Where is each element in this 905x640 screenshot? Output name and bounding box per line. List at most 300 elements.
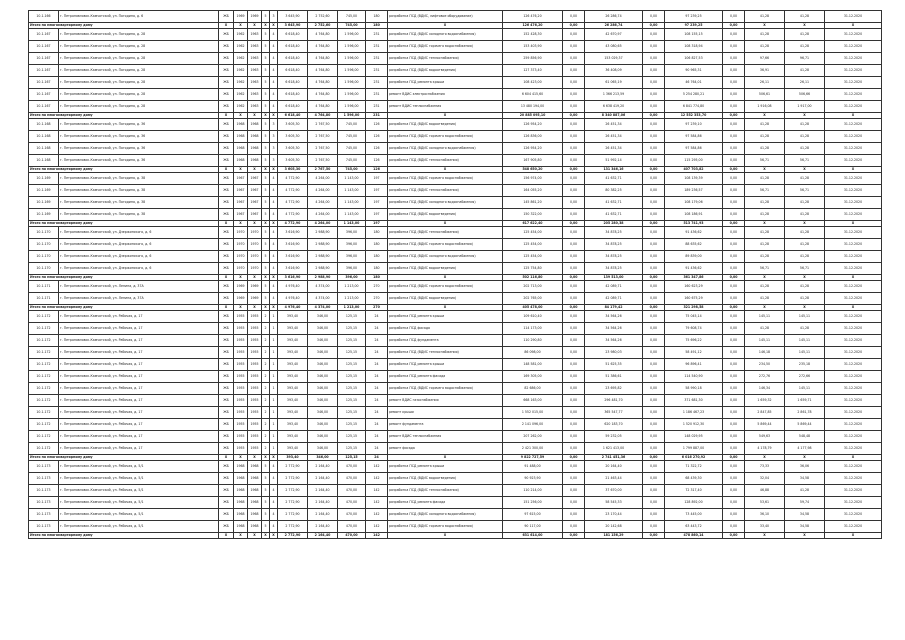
cell-z1: 0,00 xyxy=(643,305,665,311)
cell-v2: 41,28 xyxy=(785,29,825,41)
cell-z2: 0,00 xyxy=(723,311,745,323)
cell-fl: X xyxy=(262,305,270,311)
cell-a1: 3 616,90 xyxy=(278,251,308,263)
cell-p: 142 xyxy=(366,533,388,539)
cell-z2: 0,00 xyxy=(723,419,745,431)
cell-a3: 1 213,00 xyxy=(338,293,366,305)
cell-z2: 0,00 xyxy=(723,143,745,155)
cell-y2: 1955 xyxy=(248,383,262,395)
cell-fl: 2 xyxy=(262,419,270,431)
cell-v1: 41,28 xyxy=(745,173,785,185)
cell-v2: 41,28 xyxy=(785,11,825,23)
cell-z1: 0,00 xyxy=(643,173,665,185)
cell-cost: 91 488,00 xyxy=(503,461,563,473)
cell-en: 4 xyxy=(270,293,278,305)
cell-p: 126 xyxy=(366,155,388,167)
cell-addr: г. Петропавловск-Камчатский, ул. Погодина, д. 36 xyxy=(59,131,219,143)
cell-addr: г. Петропавловск-Камчатский, ул. Рабочая, д. 5/1 xyxy=(59,509,219,521)
cell-addr: г. Петропавловск-Камчатский, ул. Рабочая, д. 17 xyxy=(59,419,219,431)
cell-en: 4 xyxy=(270,65,278,77)
table-row xyxy=(29,197,882,209)
cell-a2: 4 264,00 xyxy=(308,197,338,209)
cell-z2: 0,00 xyxy=(723,209,745,221)
cell-p: 180 xyxy=(366,23,388,29)
cell-p: 180 xyxy=(366,239,388,251)
cell-s1: 8 340 887,06 xyxy=(585,113,643,119)
cell-a2: 2 767,50 xyxy=(308,143,338,155)
cell-work: X xyxy=(388,221,503,227)
total-label: Итого по многоквартирному дому xyxy=(29,113,219,119)
cell-a2: 4 264,00 xyxy=(308,209,338,221)
cell-en: 1 xyxy=(270,347,278,359)
cell-addr: г. Петропавловск-Камчатский, ул. Рабочая, д. 17 xyxy=(59,323,219,335)
cell-wall: ЖБ xyxy=(219,65,234,77)
cell-s2: 361 347,86 xyxy=(665,275,723,281)
cell-cost: 125 454,00 xyxy=(503,251,563,263)
cell-v2: X xyxy=(785,113,825,119)
cell-s1: 2 741 451,36 xyxy=(585,455,643,461)
cell-en: 1 xyxy=(270,431,278,443)
cell-id: 10.1.167 xyxy=(29,41,59,53)
table-row xyxy=(29,293,882,305)
cell-z2: 0,00 xyxy=(723,23,745,29)
cell-v2: X xyxy=(785,221,825,227)
cell-date: 31.12.2020 xyxy=(825,155,882,167)
cell-a2: 4 264,00 xyxy=(308,173,338,185)
cell-s1: 42 089,71 xyxy=(585,293,643,305)
cell-z1: 0,00 xyxy=(643,65,665,77)
cell-id: 10.1.169 xyxy=(29,209,59,221)
cell-a1: 2 772,90 xyxy=(278,461,308,473)
cell-a3: 745,00 xyxy=(338,11,366,23)
cell-cost: 2 421 300,00 xyxy=(503,443,563,455)
cell-v2: 41,28 xyxy=(785,251,825,263)
cell-y1: 1968 xyxy=(234,461,248,473)
cell-z2: 0,00 xyxy=(723,221,745,227)
cell-z2: 0,00 xyxy=(723,11,745,23)
cell-y1: 1955 xyxy=(234,395,248,407)
cell-u: 0,00 xyxy=(563,275,585,281)
cell-date: 31.12.2020 xyxy=(825,281,882,293)
cell-z1: 0,00 xyxy=(643,509,665,521)
cell-s2: 96 896,41 xyxy=(665,359,723,371)
cell-date: 31.12.2020 xyxy=(825,197,882,209)
cell-a3: 125,15 xyxy=(338,395,366,407)
cell-u: 0,00 xyxy=(563,119,585,131)
cell-z2: 0,00 xyxy=(723,281,745,293)
cell-work: ремонт фасада xyxy=(388,443,503,455)
cell-v1: 97,66 xyxy=(745,53,785,65)
cell-date: X xyxy=(825,167,882,173)
cell-p: 24 xyxy=(366,431,388,443)
cell-v2: 59,74 xyxy=(785,497,825,509)
cell-y1: 1955 xyxy=(234,407,248,419)
cell-en: 4 xyxy=(270,89,278,101)
cell-z1: 0,00 xyxy=(643,119,665,131)
cell-v1: 145,11 xyxy=(745,311,785,323)
cell-a3: 470,00 xyxy=(338,509,366,521)
cell-v1: 46,88 xyxy=(745,485,785,497)
cell-p: 231 xyxy=(366,65,388,77)
cell-v1: 36,10 xyxy=(745,509,785,521)
cell-a3: 1 596,00 xyxy=(338,89,366,101)
cell-y2: 1968 xyxy=(248,497,262,509)
cell-y1: 1970 xyxy=(234,227,248,239)
cell-fl: 5 xyxy=(262,461,270,473)
cell-v1: X xyxy=(745,455,785,461)
cell-y2: X xyxy=(248,533,262,539)
cell-en: X xyxy=(270,23,278,29)
cell-v2: 41,28 xyxy=(785,323,825,335)
cell-id: 10.1.169 xyxy=(29,185,59,197)
cell-s1: 26 451,34 xyxy=(585,143,643,155)
cell-a3: 1 213,00 xyxy=(338,281,366,293)
cell-v1: 41,28 xyxy=(745,293,785,305)
cell-a3: 745,00 xyxy=(338,23,366,29)
cell-z2: 0,00 xyxy=(723,461,745,473)
cell-cost: 6 604 415,60 xyxy=(503,89,563,101)
cell-s1: 131 346,16 xyxy=(585,167,643,173)
cell-en: 4 xyxy=(270,497,278,509)
cell-wall: ЖБ xyxy=(219,53,234,65)
cell-date: 31.12.2020 xyxy=(825,239,882,251)
cell-p: 270 xyxy=(366,305,388,311)
cell-en: 4 xyxy=(270,239,278,251)
cell-y2: 1963 xyxy=(248,89,262,101)
cell-fl: 5 xyxy=(262,11,270,23)
cell-cost: 167 905,80 xyxy=(503,155,563,167)
cell-a1: 393,40 xyxy=(278,335,308,347)
cell-a2: 346,00 xyxy=(308,431,338,443)
table-row xyxy=(29,185,882,197)
cell-a3: 1 596,00 xyxy=(338,29,366,41)
cell-p: 126 xyxy=(366,131,388,143)
cell-a1: 3 605,30 xyxy=(278,119,308,131)
table-body xyxy=(29,11,882,539)
cell-v2: X xyxy=(785,23,825,29)
cell-addr: г. Петропавловск-Камчатский, ул. Рабочая, д. 17 xyxy=(59,383,219,395)
cell-p: 126 xyxy=(366,119,388,131)
cell-work: разработка ПСД (ВДИС теплоснабжения) xyxy=(388,485,503,497)
cell-v1: 272,76 xyxy=(745,371,785,383)
cell-work: разработка ПСД (ВДИС горячего водоснабжения) xyxy=(388,239,503,251)
cell-id: 10.1.173 xyxy=(29,461,59,473)
cell-en: 4 xyxy=(270,209,278,221)
cell-date: 31.12.2020 xyxy=(825,383,882,395)
cell-s2: 75 696,22 xyxy=(665,335,723,347)
cell-en: 4 xyxy=(270,77,278,89)
cell-u: 0,00 xyxy=(563,419,585,431)
cell-en: 4 xyxy=(270,101,278,113)
cell-v1: X xyxy=(745,167,785,173)
cell-s2: 114 540,90 xyxy=(665,371,723,383)
cell-wall: ЖБ xyxy=(219,11,234,23)
cell-z1: 0,00 xyxy=(643,407,665,419)
cell-cost: 548 650,20 xyxy=(503,167,563,173)
cell-z2: 0,00 xyxy=(723,239,745,251)
table-row xyxy=(29,281,882,293)
cell-a1: 2 772,90 xyxy=(278,533,308,539)
cell-a3: 1 143,00 xyxy=(338,209,366,221)
cell-date: 31.12.2020 xyxy=(825,77,882,89)
cell-work: ремонт ВДИС теплоснабжения xyxy=(388,101,503,113)
cell-y2: 1968 xyxy=(248,143,262,155)
cell-y1: 1962 xyxy=(234,65,248,77)
cell-y2: 1963 xyxy=(248,77,262,89)
cell-v1: X xyxy=(745,305,785,311)
cell-work: разработка ПСД (ВДИС горячего водоснабжения) xyxy=(388,521,503,533)
cell-work: разработка ПСД (ВДИС холодного водоснабжения) xyxy=(388,143,503,155)
cell-work: разработка ПСД (ВДИС водоотведения) xyxy=(388,209,503,221)
cell-u: 0,00 xyxy=(563,371,585,383)
cell-addr: г. Петропавловск-Камчатский, ул. Дзержинского, д. 6 xyxy=(59,239,219,251)
cell-y1: 1962 xyxy=(234,77,248,89)
cell-p: 142 xyxy=(366,485,388,497)
cell-s2: 108 155,15 xyxy=(665,29,723,41)
cell-y2: 1955 xyxy=(248,419,262,431)
cell-id: 10.1.173 xyxy=(29,497,59,509)
cell-id: 10.1.167 xyxy=(29,53,59,65)
cell-z1: 0,00 xyxy=(643,419,665,431)
cell-s2: 58 491,12 xyxy=(665,347,723,359)
cell-v1: 146,34 xyxy=(745,383,785,395)
cell-v1: 146,18 xyxy=(745,347,785,359)
cell-z1: 0,00 xyxy=(643,113,665,119)
cell-z2: 0,00 xyxy=(723,359,745,371)
cell-en: X xyxy=(270,221,278,227)
cell-a3: 125,15 xyxy=(338,419,366,431)
cell-a2: 346,00 xyxy=(308,311,338,323)
cell-work: разработка ПСД ремонта крыши xyxy=(388,77,503,89)
cell-y2: 1968 xyxy=(248,473,262,485)
table-row xyxy=(29,143,882,155)
cell-en: 4 xyxy=(270,197,278,209)
cell-en: 1 xyxy=(270,311,278,323)
cell-a1: 6 618,40 xyxy=(278,113,308,119)
cell-s1: 26 286,74 xyxy=(585,11,643,23)
cell-a1: 6 618,40 xyxy=(278,77,308,89)
cell-v2: 41,28 xyxy=(785,239,825,251)
cell-id: 10.1.167 xyxy=(29,89,59,101)
cell-en: 4 xyxy=(270,281,278,293)
cell-fl: 5 xyxy=(262,485,270,497)
cell-date: X xyxy=(825,275,882,281)
cell-u: 0,00 xyxy=(563,89,585,101)
cell-v1: 234,50 xyxy=(745,359,785,371)
cell-a1: 2 772,90 xyxy=(278,497,308,509)
cell-v2: 4 177,98 xyxy=(785,443,825,455)
cell-a3: 125,15 xyxy=(338,323,366,335)
cell-work: разработка ПСД ремонта крыши xyxy=(388,461,503,473)
cell-p: 231 xyxy=(366,53,388,65)
cell-a1: 4 976,40 xyxy=(278,305,308,311)
cell-cost: 90 923,90 xyxy=(503,473,563,485)
cell-s1: 43 080,65 xyxy=(585,41,643,53)
cell-v2: 41,28 xyxy=(785,173,825,185)
cell-z2: 0,00 xyxy=(723,173,745,185)
cell-a1: 393,40 xyxy=(278,311,308,323)
cell-u: 0,00 xyxy=(563,11,585,23)
cell-v1: 26,11 xyxy=(745,77,785,89)
cell-y1: 1970 xyxy=(234,251,248,263)
cell-p: 142 xyxy=(366,521,388,533)
cell-a3: 125,15 xyxy=(338,347,366,359)
cell-fl: 5 xyxy=(262,185,270,197)
cell-p: 24 xyxy=(366,371,388,383)
cell-en: 3 xyxy=(270,143,278,155)
cell-cost: 202 765,00 xyxy=(503,293,563,305)
cell-v2: 56,71 xyxy=(785,185,825,197)
cell-y1: X xyxy=(234,167,248,173)
cell-date: 31.12.2020 xyxy=(825,419,882,431)
cell-addr: г. Петропавловск-Камчатский, ул. Погодина, д. 38 xyxy=(59,197,219,209)
cell-id: 10.1.167 xyxy=(29,29,59,41)
cell-wall: ЖБ xyxy=(219,311,234,323)
cell-p: 231 xyxy=(366,77,388,89)
cell-cost: 109 610,40 xyxy=(503,311,563,323)
total-row xyxy=(29,533,882,539)
cell-date: 31.12.2020 xyxy=(825,227,882,239)
cell-v2: 1 917,00 xyxy=(785,101,825,113)
cell-v1: X xyxy=(745,533,785,539)
cell-id: 10.1.173 xyxy=(29,509,59,521)
cell-v1: 2 847,85 xyxy=(745,407,785,419)
cell-work: разработка ПСД (ВДИС холодного водоснабжения) xyxy=(388,509,503,521)
cell-fl: 5 xyxy=(262,281,270,293)
cell-a1: 4 976,40 xyxy=(278,281,308,293)
cell-z1: 0,00 xyxy=(643,497,665,509)
cell-u: 0,00 xyxy=(563,77,585,89)
cell-a1: 4 772,90 xyxy=(278,173,308,185)
cell-y2: 1967 xyxy=(248,209,262,221)
table-row xyxy=(29,131,882,143)
cell-a2: 346,00 xyxy=(308,443,338,455)
table-row xyxy=(29,29,882,41)
cell-fl: 2 xyxy=(262,383,270,395)
table-row xyxy=(29,359,882,371)
cell-addr: г. Петропавловск-Камчатский, ул. Дзержинского, д. 6 xyxy=(59,251,219,263)
cell-p: 24 xyxy=(366,383,388,395)
cell-a3: 745,00 xyxy=(338,167,366,173)
cell-y1: 1969 xyxy=(234,11,248,23)
cell-cost: 169 305,00 xyxy=(503,371,563,383)
cell-cost: 108 423,00 xyxy=(503,77,563,89)
cell-v2: X xyxy=(785,455,825,461)
cell-v2: 41,28 xyxy=(785,227,825,239)
cell-fl: 5 xyxy=(262,65,270,77)
cell-v1: X xyxy=(745,113,785,119)
cell-a2: 346,00 xyxy=(308,419,338,431)
cell-a1: 393,40 xyxy=(278,371,308,383)
total-label: Итого по многоквартирному дому xyxy=(29,305,219,311)
cell-u: 0,00 xyxy=(563,29,585,41)
cell-y2: 1955 xyxy=(248,323,262,335)
cell-v2: 548,48 xyxy=(785,431,825,443)
cell-s2: 91 436,62 xyxy=(665,227,723,239)
cell-cost: 9 822 727,59 xyxy=(503,455,563,461)
cell-u: 0,00 xyxy=(563,41,585,53)
cell-y2: 1969 xyxy=(248,281,262,293)
cell-wall: ЖБ xyxy=(219,521,234,533)
cell-z1: 0,00 xyxy=(643,77,665,89)
cell-a2: 4 764,80 xyxy=(308,65,338,77)
cell-s1: 34 878,25 xyxy=(585,251,643,263)
cell-date: 31.12.2020 xyxy=(825,497,882,509)
cell-u: 0,00 xyxy=(563,227,585,239)
cell-wall: ЖБ xyxy=(219,173,234,185)
cell-v1: 32,04 xyxy=(745,473,785,485)
cell-a2: 2 767,50 xyxy=(308,131,338,143)
cell-a2: 346,00 xyxy=(308,395,338,407)
cell-date: 31.12.2020 xyxy=(825,485,882,497)
cell-z2: 0,00 xyxy=(723,443,745,455)
cell-s1: 296 481,70 xyxy=(585,395,643,407)
cell-v2: 26,11 xyxy=(785,77,825,89)
cell-addr: г. Петропавловск-Камчатский, ул. Дзержинского, д. 6 xyxy=(59,263,219,275)
cell-z2: 0,00 xyxy=(723,197,745,209)
cell-y1: 1968 xyxy=(234,131,248,143)
cell-y2: 1967 xyxy=(248,197,262,209)
cell-fl: 5 xyxy=(262,509,270,521)
cell-u: 0,00 xyxy=(563,53,585,65)
cell-a1: 393,40 xyxy=(278,455,308,461)
cell-date: 31.12.2020 xyxy=(825,443,882,455)
cell-a3: 1 143,00 xyxy=(338,221,366,227)
cell-a3: 1 143,00 xyxy=(338,173,366,185)
cell-y2: 1955 xyxy=(248,311,262,323)
cell-y1: X xyxy=(234,221,248,227)
cell-p: 24 xyxy=(366,311,388,323)
table-row xyxy=(29,443,882,455)
cell-cost: 153 403,90 xyxy=(503,41,563,53)
cell-date: 31.12.2020 xyxy=(825,65,882,77)
cell-en: X xyxy=(270,167,278,173)
cell-y1: X xyxy=(234,305,248,311)
cell-z2: 0,00 xyxy=(723,335,745,347)
cell-z2: 0,00 xyxy=(723,509,745,521)
cell-a3: 1 596,00 xyxy=(338,101,366,113)
cell-a1: 3 616,90 xyxy=(278,263,308,275)
cell-a2: 346,00 xyxy=(308,335,338,347)
cell-v2: 1 659,71 xyxy=(785,395,825,407)
cell-wall: ЖБ xyxy=(219,383,234,395)
cell-id: 10.1.172 xyxy=(29,335,59,347)
cell-s1: 26 451,34 xyxy=(585,119,643,131)
cell-a3: 125,15 xyxy=(338,407,366,419)
cell-s1: 34 564,26 xyxy=(585,311,643,323)
cell-work: разработка ПСД (ВДИС горячего водоснабжения) xyxy=(388,131,503,143)
cell-addr: г. Петропавловск-Камчатский, ул. Дзержинского, д. 6 xyxy=(59,227,219,239)
cell-cost: 82 686,00 xyxy=(503,383,563,395)
cell-en: 4 xyxy=(270,461,278,473)
cell-z1: 0,00 xyxy=(643,371,665,383)
cell-work: X xyxy=(388,275,503,281)
cell-z1: 0,00 xyxy=(643,53,665,65)
cell-wall: ЖБ xyxy=(219,359,234,371)
table-row xyxy=(29,65,882,77)
cell-z2: 0,00 xyxy=(723,113,745,119)
cell-addr: г. Петропавловск-Камчатский, ул. Рабочая, д. 5/1 xyxy=(59,521,219,533)
cell-v2: 34,58 xyxy=(785,509,825,521)
cell-y2: 1963 xyxy=(248,101,262,113)
cell-v1: 53,61 xyxy=(745,497,785,509)
cell-a3: 1 596,00 xyxy=(338,53,366,65)
cell-z1: 0,00 xyxy=(643,347,665,359)
cell-v1: 56,71 xyxy=(745,155,785,167)
cell-y1: 1955 xyxy=(234,335,248,347)
cell-z2: 0,00 xyxy=(723,533,745,539)
cell-z1: 0,00 xyxy=(643,155,665,167)
